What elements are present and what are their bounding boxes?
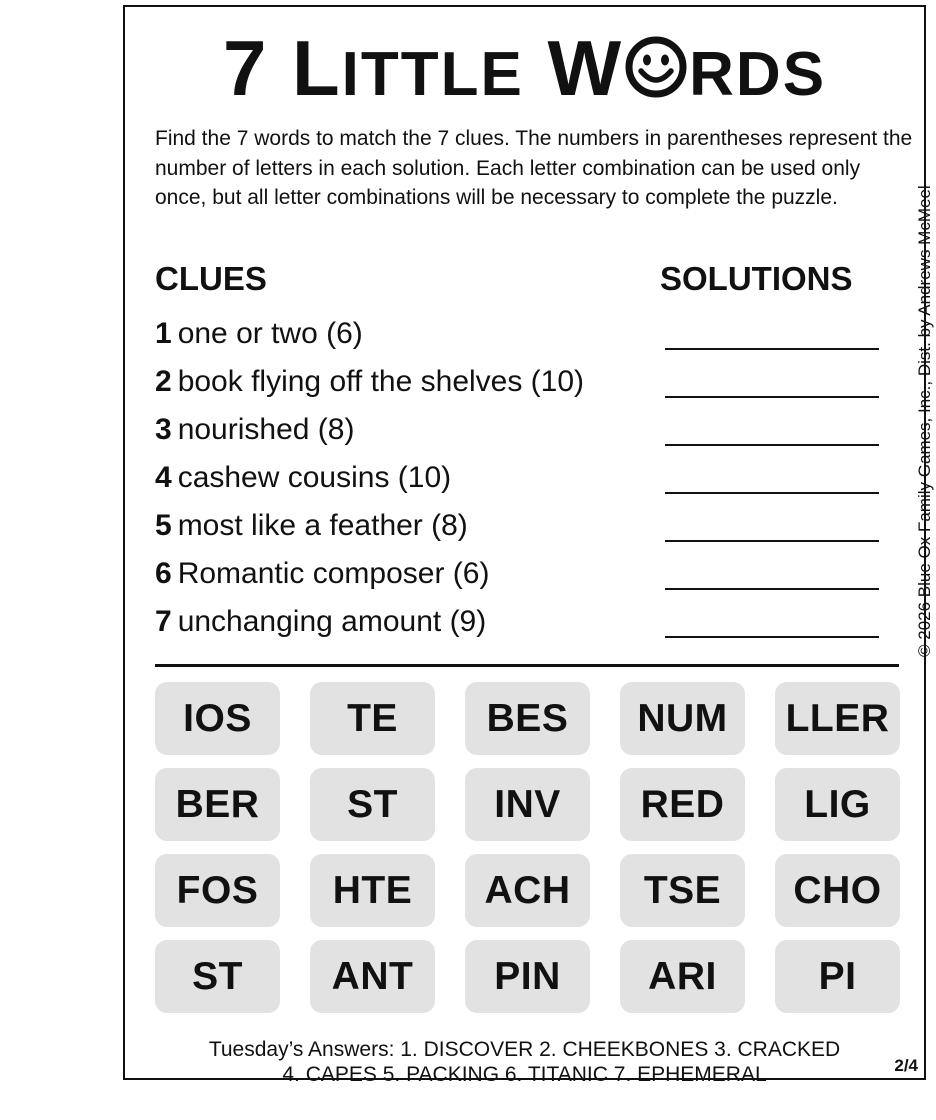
clue-number: 2 (155, 365, 172, 398)
clue-text: most like a feather (8) (177, 509, 468, 542)
clue-list (155, 312, 885, 648)
clue-number: 3 (155, 413, 172, 446)
solution-blank[interactable] (665, 396, 879, 398)
solution-blank[interactable] (665, 540, 879, 542)
previous-answers (125, 1037, 924, 1087)
letter-tile[interactable]: ANT (310, 940, 435, 1013)
clues-header: CLUES (155, 260, 267, 297)
clue-text: book flying off the shelves (10) (177, 365, 585, 398)
solution-blank[interactable] (665, 492, 879, 494)
answers-line-1: Tuesday’s Answers: 1. DISCOVER 2. CHEEKBONES 3. CRACKED (208, 1038, 841, 1061)
letter-tile[interactable]: ST (155, 940, 280, 1013)
letter-tile[interactable]: TSE (620, 854, 745, 927)
letter-tile[interactable]: NUM (620, 682, 745, 755)
letter-tile[interactable]: ACH (465, 854, 590, 927)
letter-tile[interactable]: BER (155, 768, 280, 841)
clue-row (155, 312, 885, 360)
clue-row (155, 600, 885, 648)
letter-tile[interactable]: BES (465, 682, 590, 755)
clue-number: 1 (155, 317, 172, 350)
instructions: Find the 7 words to match the 7 clues. The numbers in parentheses represent the number of letters in each solution. Each letter combination can be used only once, but all letter combinations will be necessary to complete the puzzle. (155, 127, 913, 209)
clue-row (155, 408, 885, 456)
letter-tile[interactable]: FOS (155, 854, 280, 927)
section-divider (155, 664, 899, 667)
smiley-face-icon (624, 35, 688, 99)
letter-tile[interactable]: HTE (310, 854, 435, 927)
clue-number: 4 (155, 461, 172, 494)
clue-row (155, 456, 885, 504)
puzzle-date: 2/4 (894, 1056, 918, 1075)
title-words-initial: W (547, 24, 624, 112)
clue-text: Romantic composer (6) (177, 557, 490, 590)
letter-tile[interactable]: PI (775, 940, 900, 1013)
clue-row (155, 504, 885, 552)
clue-text: nourished (8) (177, 413, 355, 446)
clue-text: unchanging amount (9) (177, 605, 487, 638)
letter-tile[interactable]: PIN (465, 940, 590, 1013)
title-little-rest: ITTLE (341, 40, 524, 109)
title-words-rest: RDS (689, 40, 827, 109)
clue-text: one or two (6) (177, 317, 363, 350)
solution-blank[interactable] (665, 444, 879, 446)
clue-number: 7 (155, 605, 172, 638)
letter-tile[interactable]: TE (310, 682, 435, 755)
solutions-header: SOLUTIONS (660, 260, 853, 297)
answers-line-2: 4. CAPES 5. PACKING 6. TITANIC 7. EPHEMERAL (282, 1063, 767, 1086)
letter-tile[interactable]: INV (465, 768, 590, 841)
solution-blank[interactable] (665, 348, 879, 350)
letter-tile[interactable]: IOS (155, 682, 280, 755)
title-little-initial: L (292, 24, 342, 112)
puzzle-panel (123, 5, 934, 1086)
clue-text: cashew cousins (10) (177, 461, 452, 494)
puzzle-title (125, 24, 924, 112)
clue-number: 5 (155, 509, 172, 542)
letter-tile[interactable]: LIG (775, 768, 900, 841)
clue-row (155, 360, 885, 408)
letter-tile[interactable]: CHO (775, 854, 900, 927)
solution-blank[interactable] (665, 636, 879, 638)
letter-tile[interactable]: ARI (620, 940, 745, 1013)
letter-tile[interactable]: RED (620, 768, 745, 841)
copyright-credit: © 2026 Blue Ox Family Games, Inc., Dist. by Andrews McMeel (915, 185, 934, 657)
solution-blank[interactable] (665, 588, 879, 590)
letter-tile[interactable]: ST (310, 768, 435, 841)
clue-row (155, 552, 885, 600)
title-number: 7 (222, 24, 269, 112)
clue-number: 6 (155, 557, 172, 590)
letter-tile-grid (155, 682, 903, 1013)
letter-tile[interactable]: LLER (775, 682, 900, 755)
